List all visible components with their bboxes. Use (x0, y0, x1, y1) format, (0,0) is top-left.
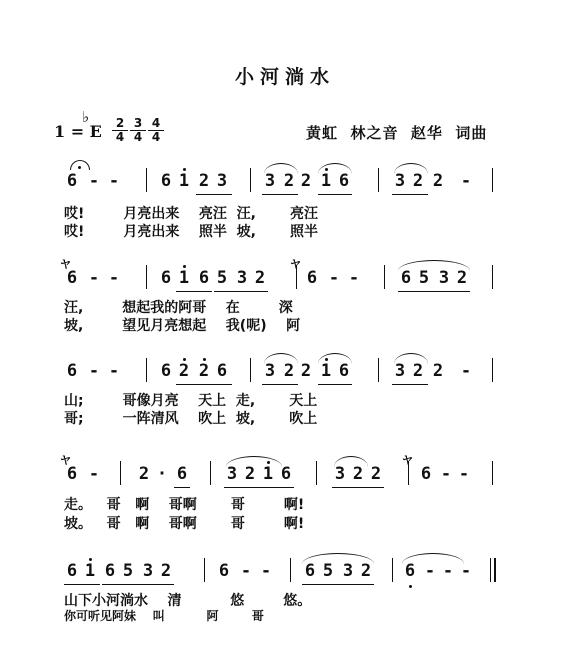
note: 6 (66, 361, 78, 381)
barline (492, 168, 493, 192)
note: 3 (394, 171, 406, 191)
dash: - (442, 561, 454, 581)
note: 3 (216, 171, 228, 191)
octave-dot (267, 461, 270, 464)
barline (316, 461, 317, 485)
meter-bottom: 4 (130, 130, 146, 144)
dash: - (424, 561, 436, 581)
barline (492, 358, 493, 382)
notation-row-4 (0, 454, 570, 490)
note: 1 (178, 171, 190, 191)
note: 6 (216, 361, 228, 381)
meter-top: 3 (133, 116, 143, 130)
note: 6 (338, 361, 350, 381)
note: 1 (262, 464, 274, 484)
barline (250, 168, 251, 192)
note: 6 (160, 268, 172, 288)
dash: - (328, 268, 340, 288)
note: 2 (352, 464, 364, 484)
beam (332, 487, 384, 488)
note: 6 (280, 464, 292, 484)
breath-mark-icon: ヤ (60, 454, 71, 467)
beam (318, 384, 352, 385)
octave-dot (183, 358, 186, 361)
barline (146, 358, 147, 382)
lyric-line: 坡。 哥 啊 哥啊 哥 啊! (64, 516, 305, 532)
time-signature (148, 117, 164, 144)
note: 5 (418, 268, 430, 288)
page-title: 小河淌水 (234, 66, 335, 88)
dash: - (460, 361, 472, 381)
beam (302, 584, 374, 585)
note: 2 (300, 171, 312, 191)
dash: - (458, 464, 470, 484)
meter-top: 2 (115, 116, 125, 130)
beam (64, 584, 100, 585)
lyric-line: 你可听见阿妹 叫 阿 哥 (64, 609, 264, 623)
beam (392, 384, 428, 385)
note: 2 (432, 361, 444, 381)
notation-row-3 (0, 355, 570, 387)
note: 5 (322, 561, 334, 581)
note: 6 (420, 464, 432, 484)
time-signature (130, 117, 146, 144)
note: 2 (138, 464, 150, 484)
note: 6 (66, 268, 78, 288)
octave-dot (409, 585, 412, 588)
dash: - (88, 171, 100, 191)
note: 1 (320, 171, 332, 191)
lyric-line: 走。 哥 啊 哥啊 哥 啊! (64, 497, 305, 513)
barline (250, 358, 251, 382)
beam (214, 291, 268, 292)
beam (102, 584, 174, 585)
note: 2 (456, 268, 468, 288)
lyric-line: 哎! 月亮出来 亮汪 汪, 亮汪 (64, 206, 319, 222)
barline (290, 558, 291, 582)
dash: - (460, 171, 472, 191)
dash: - (260, 561, 272, 581)
barline (146, 265, 147, 289)
note: 6 (304, 561, 316, 581)
notation-row-5 (0, 555, 570, 587)
dash: - (88, 464, 100, 484)
time-signature (112, 117, 128, 144)
note: 6 (160, 361, 172, 381)
barline (392, 558, 393, 582)
flat-sign: ♭ (82, 108, 90, 126)
beam (262, 384, 298, 385)
note: 6 (104, 561, 116, 581)
beam (262, 194, 298, 195)
barline (146, 168, 147, 192)
note: 2 (360, 561, 372, 581)
beam (318, 194, 352, 195)
note: 6 (198, 268, 210, 288)
notation-row-1 (0, 165, 570, 197)
beam (176, 384, 232, 385)
note: 5 (216, 268, 228, 288)
note: 1 (178, 268, 190, 288)
octave-dot (203, 358, 206, 361)
note: 2 (412, 171, 424, 191)
beam (224, 487, 294, 488)
note: 3 (226, 464, 238, 484)
note: 2 (178, 361, 190, 381)
dash: - (108, 171, 120, 191)
breath-mark-icon: ヤ (60, 258, 71, 271)
breath-mark-icon: ヤ (290, 258, 301, 271)
octave-dot (183, 265, 186, 268)
note: 3 (236, 268, 248, 288)
breath-mark-icon: ヤ (402, 454, 413, 467)
note: 3 (394, 361, 406, 381)
note: 5 (122, 561, 134, 581)
lyric-line: 坡, 望见月亮想起 我(呢) 阿 (64, 318, 301, 334)
lyric-line: 山下小河淌水 清 悠 悠。 (64, 593, 312, 609)
note: 2 (198, 361, 210, 381)
note: 3 (264, 171, 276, 191)
note: 2 (198, 171, 210, 191)
notation-row-2 (0, 258, 570, 294)
note: 6 (404, 561, 416, 581)
note: 6 (218, 561, 230, 581)
dash: - (108, 268, 120, 288)
note: 2 (244, 464, 256, 484)
dash: - (240, 561, 252, 581)
note: 2 (254, 268, 266, 288)
note: 1 (84, 561, 96, 581)
octave-dot (325, 168, 328, 171)
note: 3 (264, 361, 276, 381)
note: 2 (160, 561, 172, 581)
note: 3 (334, 464, 346, 484)
barline (492, 265, 493, 289)
note: 6 (306, 268, 318, 288)
note: 1 (320, 361, 332, 381)
beam (176, 291, 212, 292)
note: 6 (338, 171, 350, 191)
barline (204, 558, 205, 582)
dash: - (460, 561, 472, 581)
meter-bottom: 4 (112, 130, 128, 144)
lyric-line: 哥; 一阵清风 吹上 坡, 吹上 (64, 411, 318, 427)
note: 2 (370, 464, 382, 484)
beam (196, 194, 232, 195)
meter-top: 4 (151, 116, 161, 130)
note: 6 (66, 464, 78, 484)
note: 6 (66, 561, 78, 581)
octave-dot (89, 558, 92, 561)
key-signature: 1 = E (54, 122, 102, 141)
credits: 黄虹 林之音 赵华 词曲 (306, 124, 488, 142)
dash: - (88, 268, 100, 288)
note: 2 (432, 171, 444, 191)
note: 3 (342, 561, 354, 581)
note: 3 (142, 561, 154, 581)
beam (174, 487, 190, 488)
dash: - (88, 361, 100, 381)
barline (120, 461, 121, 485)
octave-dot (183, 168, 186, 171)
note: 6 (66, 171, 78, 191)
note: 6 (160, 171, 172, 191)
beam (392, 194, 428, 195)
dash: - (440, 464, 452, 484)
barline (296, 265, 297, 289)
note: 2 (412, 361, 424, 381)
lyric-line: 山; 哥像月亮 天上 走, 天上 (64, 393, 318, 409)
dash: - (108, 361, 120, 381)
note: 6 (176, 464, 188, 484)
note: 3 (438, 268, 450, 288)
barline (408, 461, 409, 485)
barline (210, 461, 211, 485)
meter-bottom: 4 (148, 130, 164, 144)
barline (492, 461, 493, 485)
octave-dot (325, 358, 328, 361)
final-barline (490, 558, 496, 582)
note: 2 (300, 361, 312, 381)
note: 2 (283, 361, 295, 381)
lyric-line: 汪, 想起我的阿哥 在 深 (64, 300, 293, 316)
barline (378, 358, 379, 382)
dash: - (348, 268, 360, 288)
augmentation-dot: · (156, 464, 168, 484)
note: 6 (400, 268, 412, 288)
beam (398, 291, 470, 292)
barline (384, 265, 385, 289)
note: 2 (283, 171, 295, 191)
lyric-line: 哎! 月亮出来 照半 坡, 照半 (64, 224, 319, 240)
barline (378, 168, 379, 192)
